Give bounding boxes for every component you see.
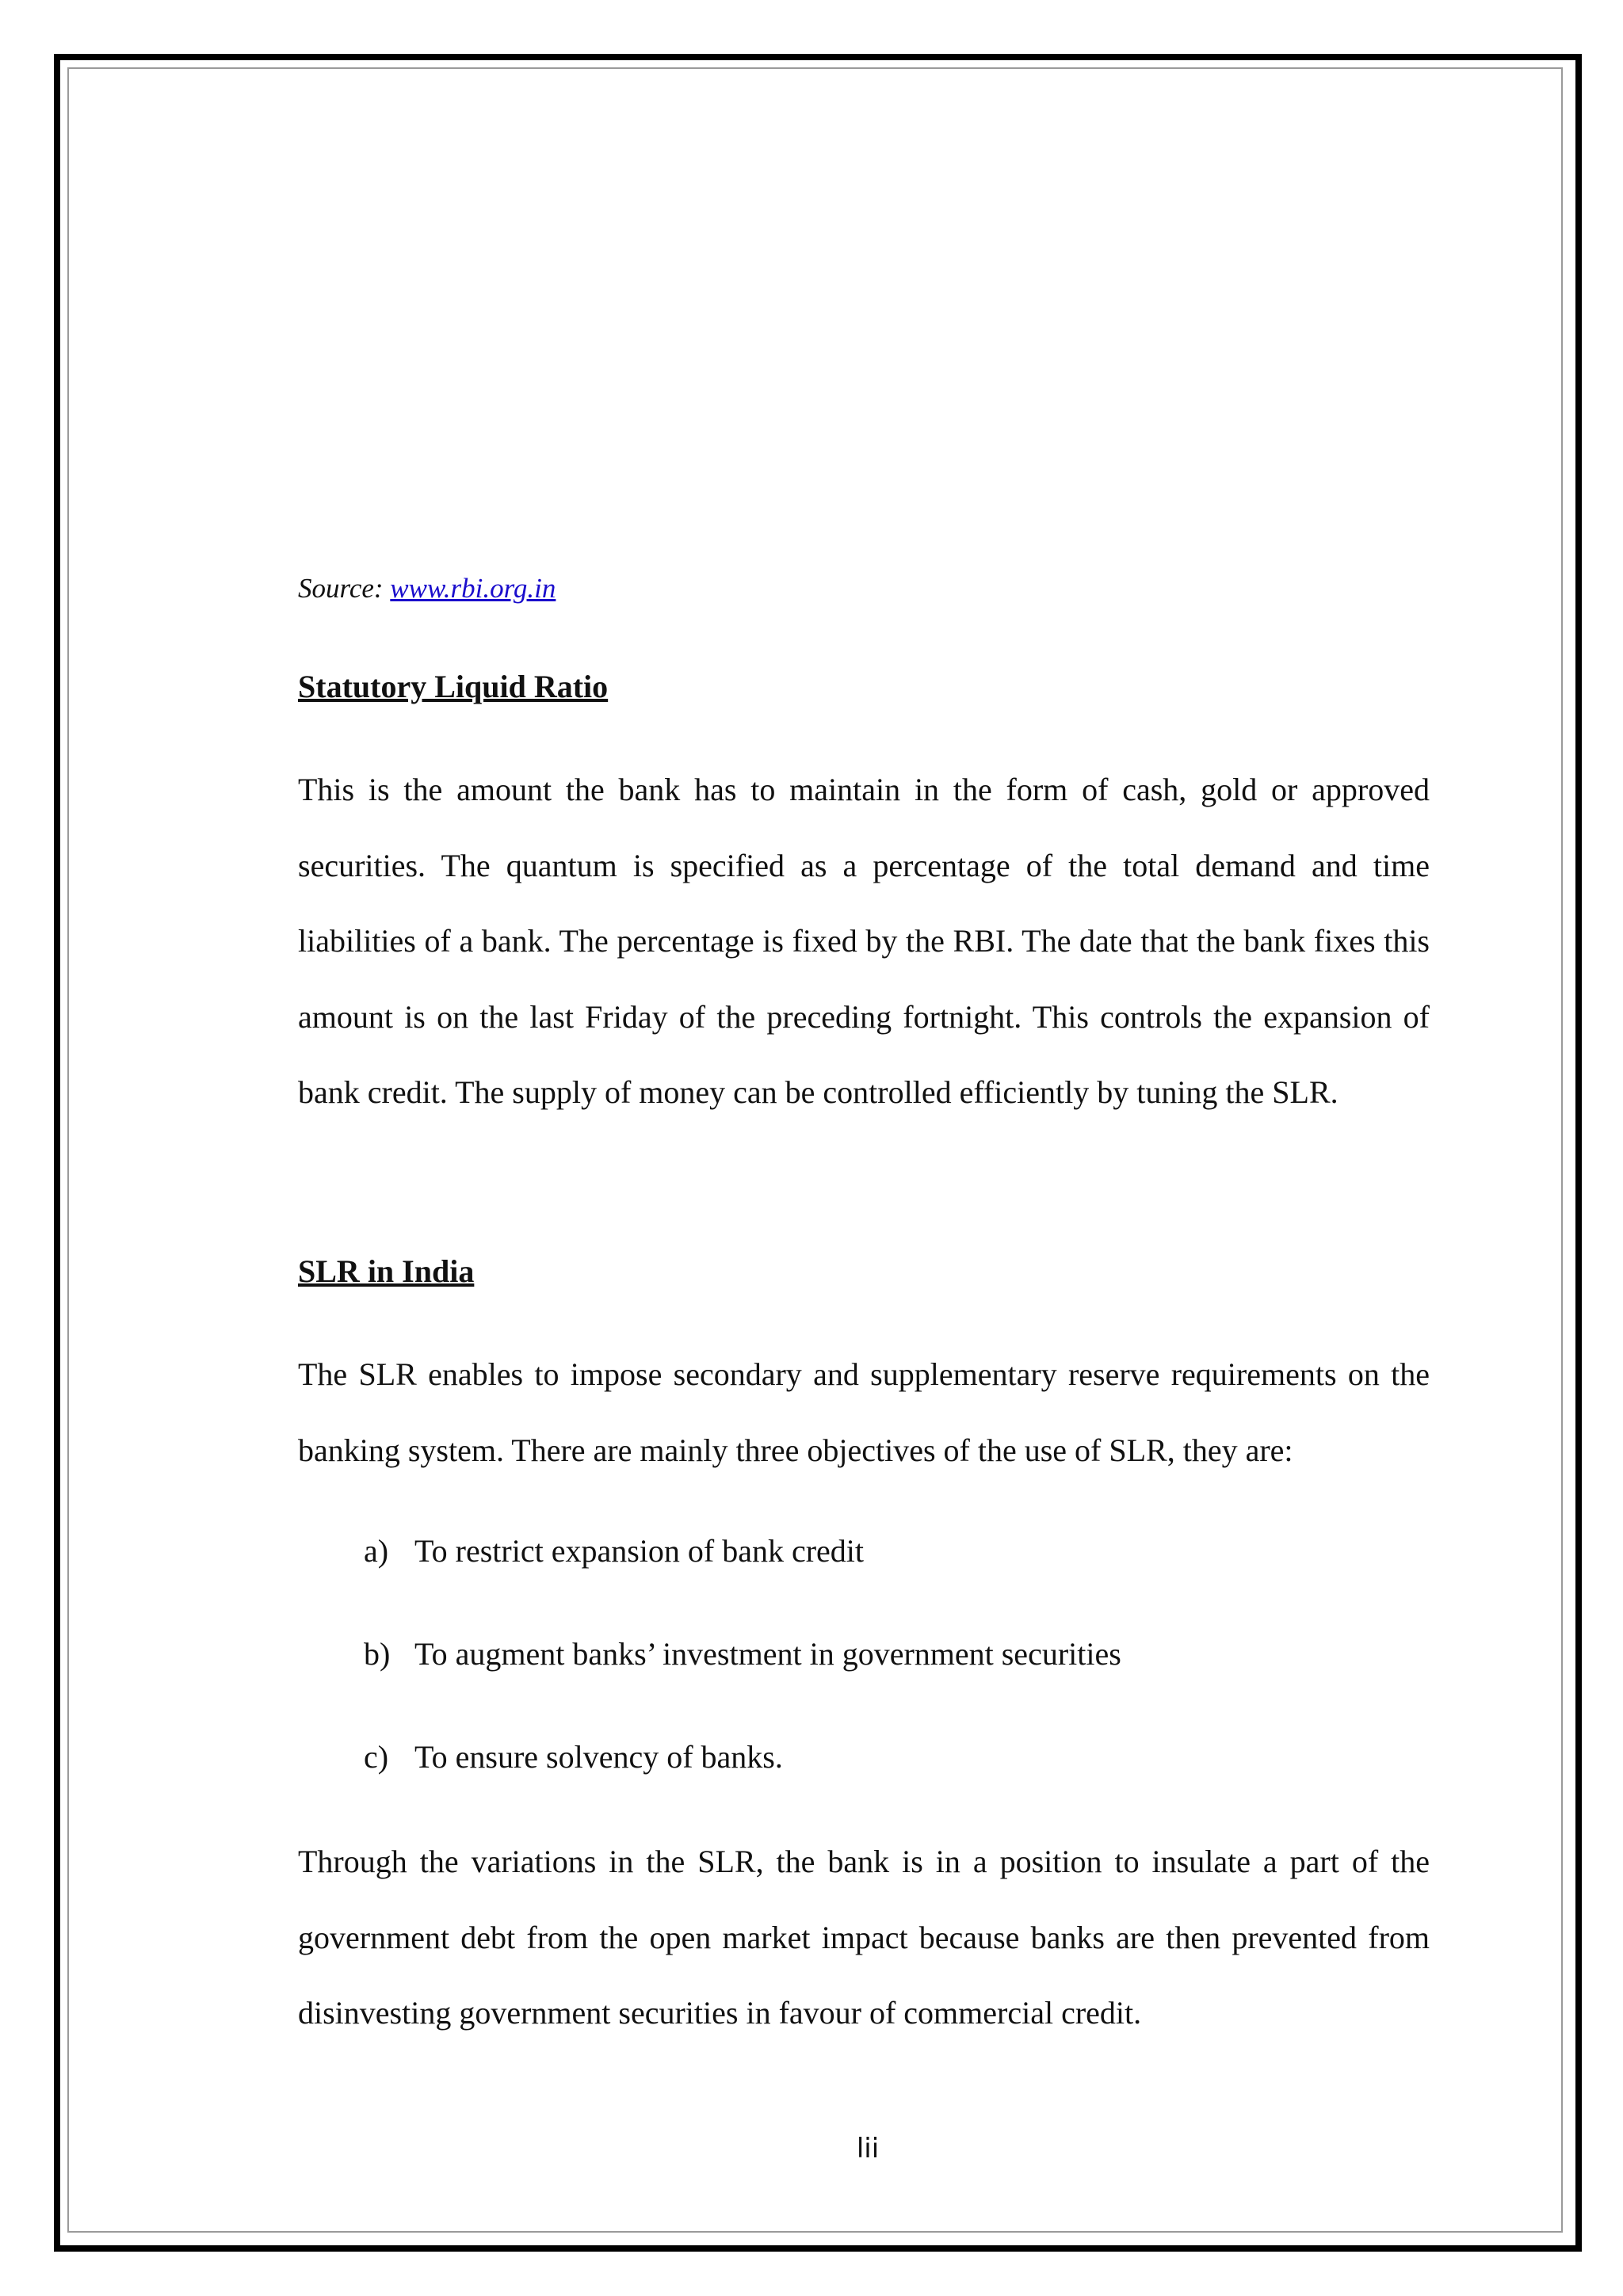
page-number: lii <box>856 2133 880 2164</box>
source-link[interactable]: www.rbi.org.in <box>390 573 556 604</box>
paragraph-slr-intro: The SLR enables to impose secondary and supplementary reserve requirements on the banking system. There are mainly three objectives of the use of SLR, they are: <box>298 1356 1430 1468</box>
paragraph-slr-definition: This is the amount the bank has to maintain in the form of cash, gold or approved securities. The quantum is specified as a percentage of the total demand and time liabilities of a bank. The percentage is fixed by the RBI. The date that the bank fixes this amount is on the last Friday of the preceding fortnight. This controls the expansion of bank credit. The supply of money can be controlled efficiently by tuning the SLR. <box>298 772 1430 1110</box>
list-marker: c) <box>364 1739 389 1775</box>
list-marker: a) <box>364 1533 389 1569</box>
heading-statutory-liquid-ratio: Statutory Liquid Ratio <box>298 669 609 704</box>
paragraph-slr-closing: Through the variations in the SLR, the bank is in a position to insulate a part of the government debt from the open market impact because banks are then prevented from disinvesting government securities in favour of commercial credit. <box>298 1844 1430 2031</box>
list-item <box>364 1737 783 1777</box>
source-label: Source: <box>298 573 384 604</box>
list-item-text: To restrict expansion of bank credit <box>414 1533 865 1569</box>
heading-slr-in-india: SLR in India <box>298 1253 475 1289</box>
list-item-text: To augment banks’ investment in government securities <box>414 1636 1121 1672</box>
list-item-text: To ensure solvency of banks. <box>414 1739 783 1775</box>
source-citation <box>298 570 556 607</box>
list-marker: b) <box>364 1636 391 1672</box>
list-item <box>364 1634 1121 1674</box>
list-item <box>364 1531 864 1571</box>
